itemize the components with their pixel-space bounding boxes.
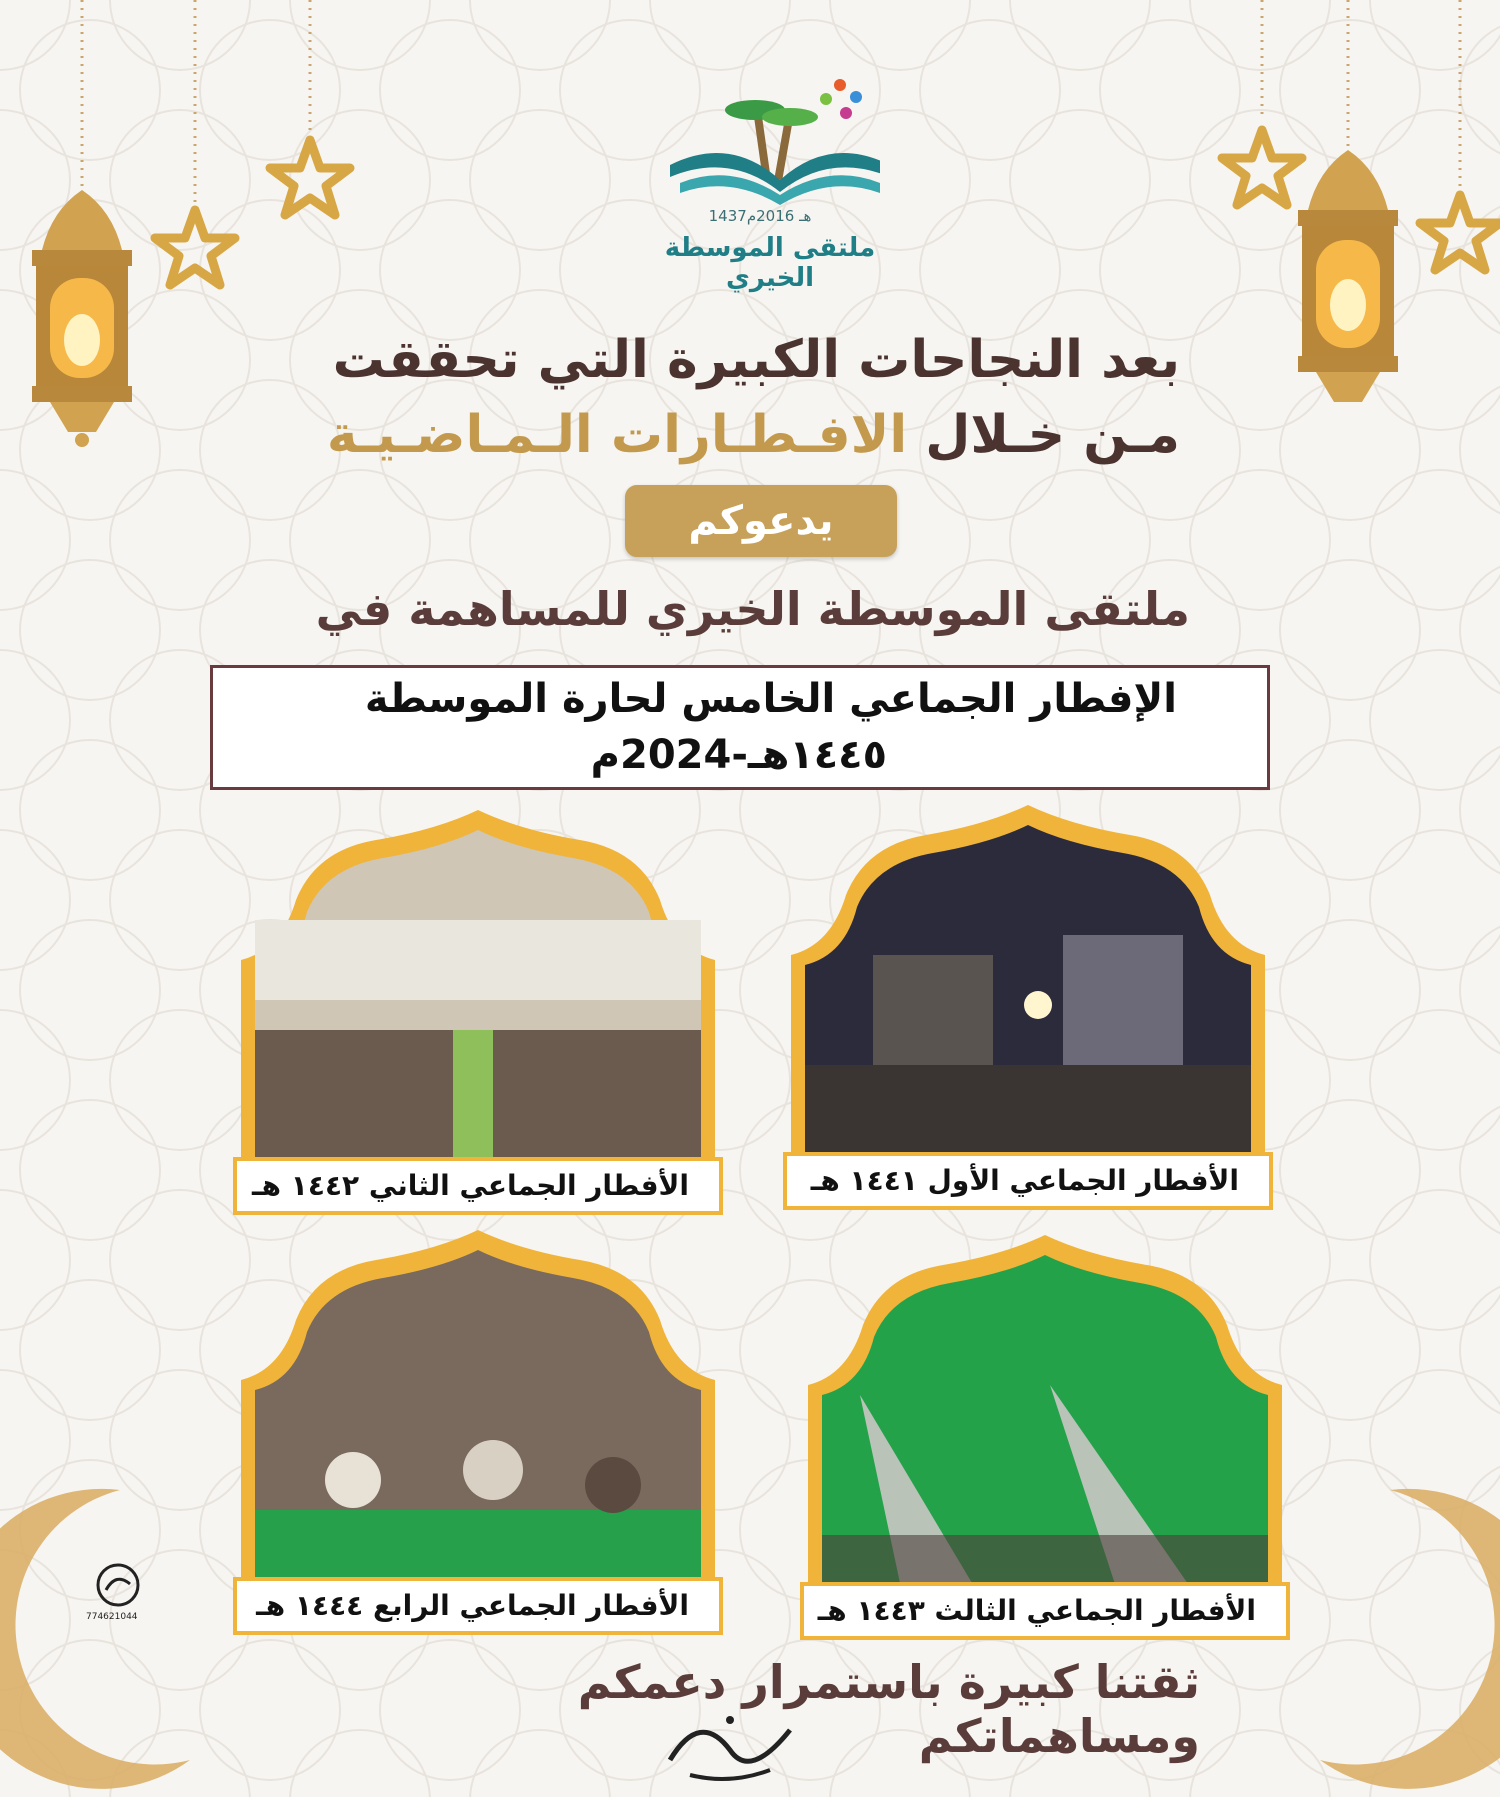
signature-icon <box>90 1560 150 1610</box>
logo-years: 1437هـ 2016م <box>708 207 812 225</box>
event-date: ١٤٤٥هـ-2024م <box>590 732 887 778</box>
palm-book-logo-icon <box>660 55 880 205</box>
photo-card <box>800 1235 1290 1640</box>
photo-card <box>783 805 1273 1210</box>
event-title: الإفطار الجماعي الخامس لحارة الموسطة <box>364 676 1177 722</box>
card-caption: الأفطار الجماعي الأول ١٤٤١ هـ <box>783 1152 1273 1210</box>
logo-name: ملتقى الموسطة الخيري <box>664 233 876 293</box>
lantern-icon <box>1298 150 1398 402</box>
photo-card <box>233 1230 723 1635</box>
designer-phone: 774621044 <box>86 1612 138 1622</box>
photo-frame <box>783 805 1273 1210</box>
headline-line2 <box>300 405 1180 465</box>
closing-text: ثقتنا كبيرة باستمرار دعمكم ومساهماتكم <box>577 1655 1200 1763</box>
lantern-icon <box>32 190 132 447</box>
card-caption: الأفطار الجماعي الرابع ١٤٤٤ هـ <box>233 1577 723 1635</box>
headline-line1: بعد النجاحات الكبيرة التي تحققت <box>332 330 1180 390</box>
crescent-icon <box>1320 1489 1500 1789</box>
photo-frame <box>233 1230 723 1630</box>
headline-line2-highlight: الافـطـارات الـمـاضـيـة <box>326 405 908 465</box>
designer-signature <box>86 1560 150 1622</box>
star-icon <box>1420 195 1500 270</box>
photo-frame <box>800 1235 1290 1635</box>
subheadline: ملتقى الموسطة الخيري للمساهمة في <box>315 582 1190 636</box>
star-icon <box>270 140 350 215</box>
photo-frame <box>233 810 723 1210</box>
crescent-icon <box>0 1489 190 1789</box>
invite-pill: يدعوكم <box>625 485 897 557</box>
photo-card <box>233 810 723 1215</box>
event-box <box>210 665 1270 790</box>
headline-line2-prefix: مـن خـلال <box>925 405 1180 465</box>
star-icon <box>155 210 235 285</box>
logo <box>660 55 880 293</box>
card-caption: الأفطار الجماعي الثاني ١٤٤٢ هـ <box>233 1157 723 1215</box>
card-caption: الأفطار الجماعي الثالث ١٤٤٣ هـ <box>800 1582 1290 1640</box>
star-icon <box>1222 130 1302 205</box>
ramadan-calligraphy-icon <box>660 1690 800 1790</box>
